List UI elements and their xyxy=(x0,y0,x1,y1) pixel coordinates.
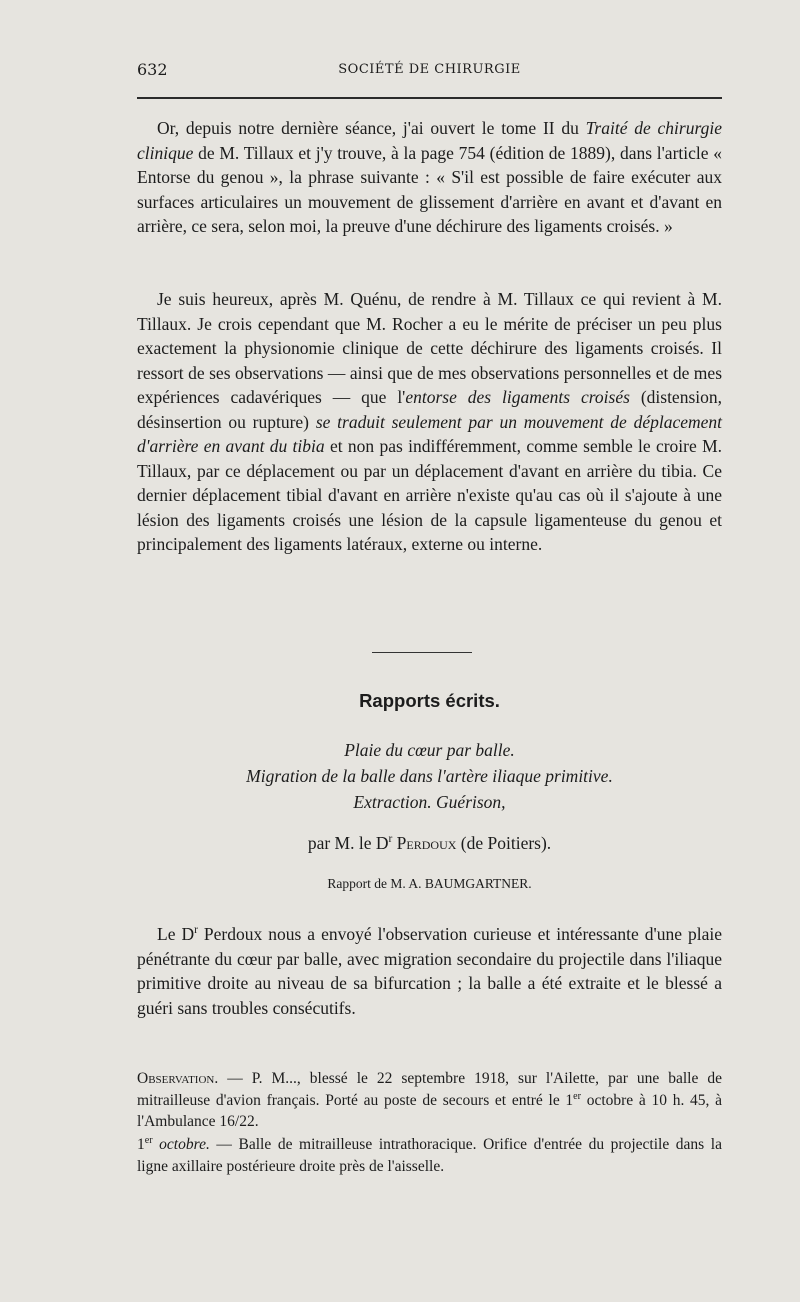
date-label: octobre. xyxy=(152,1136,210,1153)
superscript: er xyxy=(144,1134,153,1146)
article-title-line-3: Extraction. Guérison, xyxy=(353,792,506,812)
paragraph-tillaux xyxy=(137,116,722,239)
text: de M. Tillaux et j'y trouve, à la page 754 (édition de 1889), dans l'article « Entorse du genou », la phrase suivante : « S'il est possible de faire exécuter aux surfaces articulaires un mouvement de glissement d'arrière en avant et d'avant en arrière, ce sera, selon moi, la preuve d'une déchirure des ligaments croisés. » xyxy=(137,142,722,236)
text: — Balle de mitrailleuse intrathoracique. Orifice d'entrée du projectile dans la ligne axillaire postérieure droite près de l'aisselle. xyxy=(137,1136,722,1175)
author-line xyxy=(137,833,722,854)
text: octobre à 10 h. 45, à l'Ambulance 16/22. xyxy=(137,1091,722,1130)
text: 1 xyxy=(137,1136,145,1153)
header-rule xyxy=(137,97,722,99)
reporter-line: Rapport de M. A. BAUMGARTNER. xyxy=(327,876,532,891)
running-title: SOCIÉTÉ DE CHIRURGIE xyxy=(338,62,521,77)
page-header xyxy=(137,60,722,84)
section-title: Rapports écrits. xyxy=(359,690,500,711)
article-title-line-2: Migration de la balle dans l'artère iliaque primitive. xyxy=(246,766,613,786)
text: — P. M..., blessé le 22 septembre 1918, sur l'Ailette, par une balle de mitrailleuse d'avion français. Porté au poste de secours et entré le 1 xyxy=(137,1070,722,1109)
observation-label: Observation. xyxy=(137,1070,219,1087)
superscript: r xyxy=(194,924,198,937)
text: (distension, désinsertion ou rupture) xyxy=(137,387,722,432)
book-title: Traité de chirurgie clinique xyxy=(137,118,722,163)
entry-1st-october xyxy=(137,1134,722,1177)
emphasis: se traduit seulement par un mouvement de déplacement d'arrière en avant du tibia xyxy=(137,411,722,456)
text: Or, depuis notre dernière séance, j'ai ouvert le tome II du xyxy=(157,118,586,138)
text: Le D xyxy=(157,924,195,944)
author-name: Perdoux xyxy=(396,833,457,853)
article-title-line-1: Plaie du cœur par balle. xyxy=(344,740,515,760)
text: par M. le D xyxy=(307,833,389,853)
text: Je suis heureux, après M. Quénu, de rendre à M. Tillaux ce qui revient à M. Tillaux. Je crois cependant que M. Rocher a eu le mérite de préciser un peu plus exactement la physionomie clinique de cette déchirure des ligaments croisés. Il ressort de ses observations — ainsi que de mes observations personnelles et de mes expériences cadavériques — que l' xyxy=(137,289,722,407)
observation-paragraph xyxy=(137,1068,722,1133)
superscript: r xyxy=(388,833,393,846)
text: Perdoux nous a envoyé l'observation curieuse et intéressante d'une plaie pénétrante du cœur par balle, avec migration secondaire du projectile dans l'iliaque primitive droite au niveau de sa bifurcation ; la balle a été extraite et le blessé a guéri sans troubles consécutifs. xyxy=(137,924,722,1018)
superscript: er xyxy=(573,1090,581,1102)
text: et non pas indifféremment, comme semble le croire M. Tillaux, par ce déplacement ou par un déplacement d'avant en arrière du tibia. Ce dernier déplacement tibial d'avant en arrière n'existe qu'au cas où il s'ajoute à une lésion des ligaments croisés une lésion de la capsule ligamenteuse du genou et principalement des ligaments latéraux, externe ou interne. xyxy=(137,436,723,554)
text: (de Poitiers). xyxy=(456,833,552,853)
page-number: 632 xyxy=(137,60,168,79)
paragraph-rocher xyxy=(137,287,722,557)
separator-rule xyxy=(372,652,472,653)
emphasis: entorse des ligaments croisés xyxy=(405,387,630,407)
paragraph-report-intro xyxy=(137,922,722,1020)
